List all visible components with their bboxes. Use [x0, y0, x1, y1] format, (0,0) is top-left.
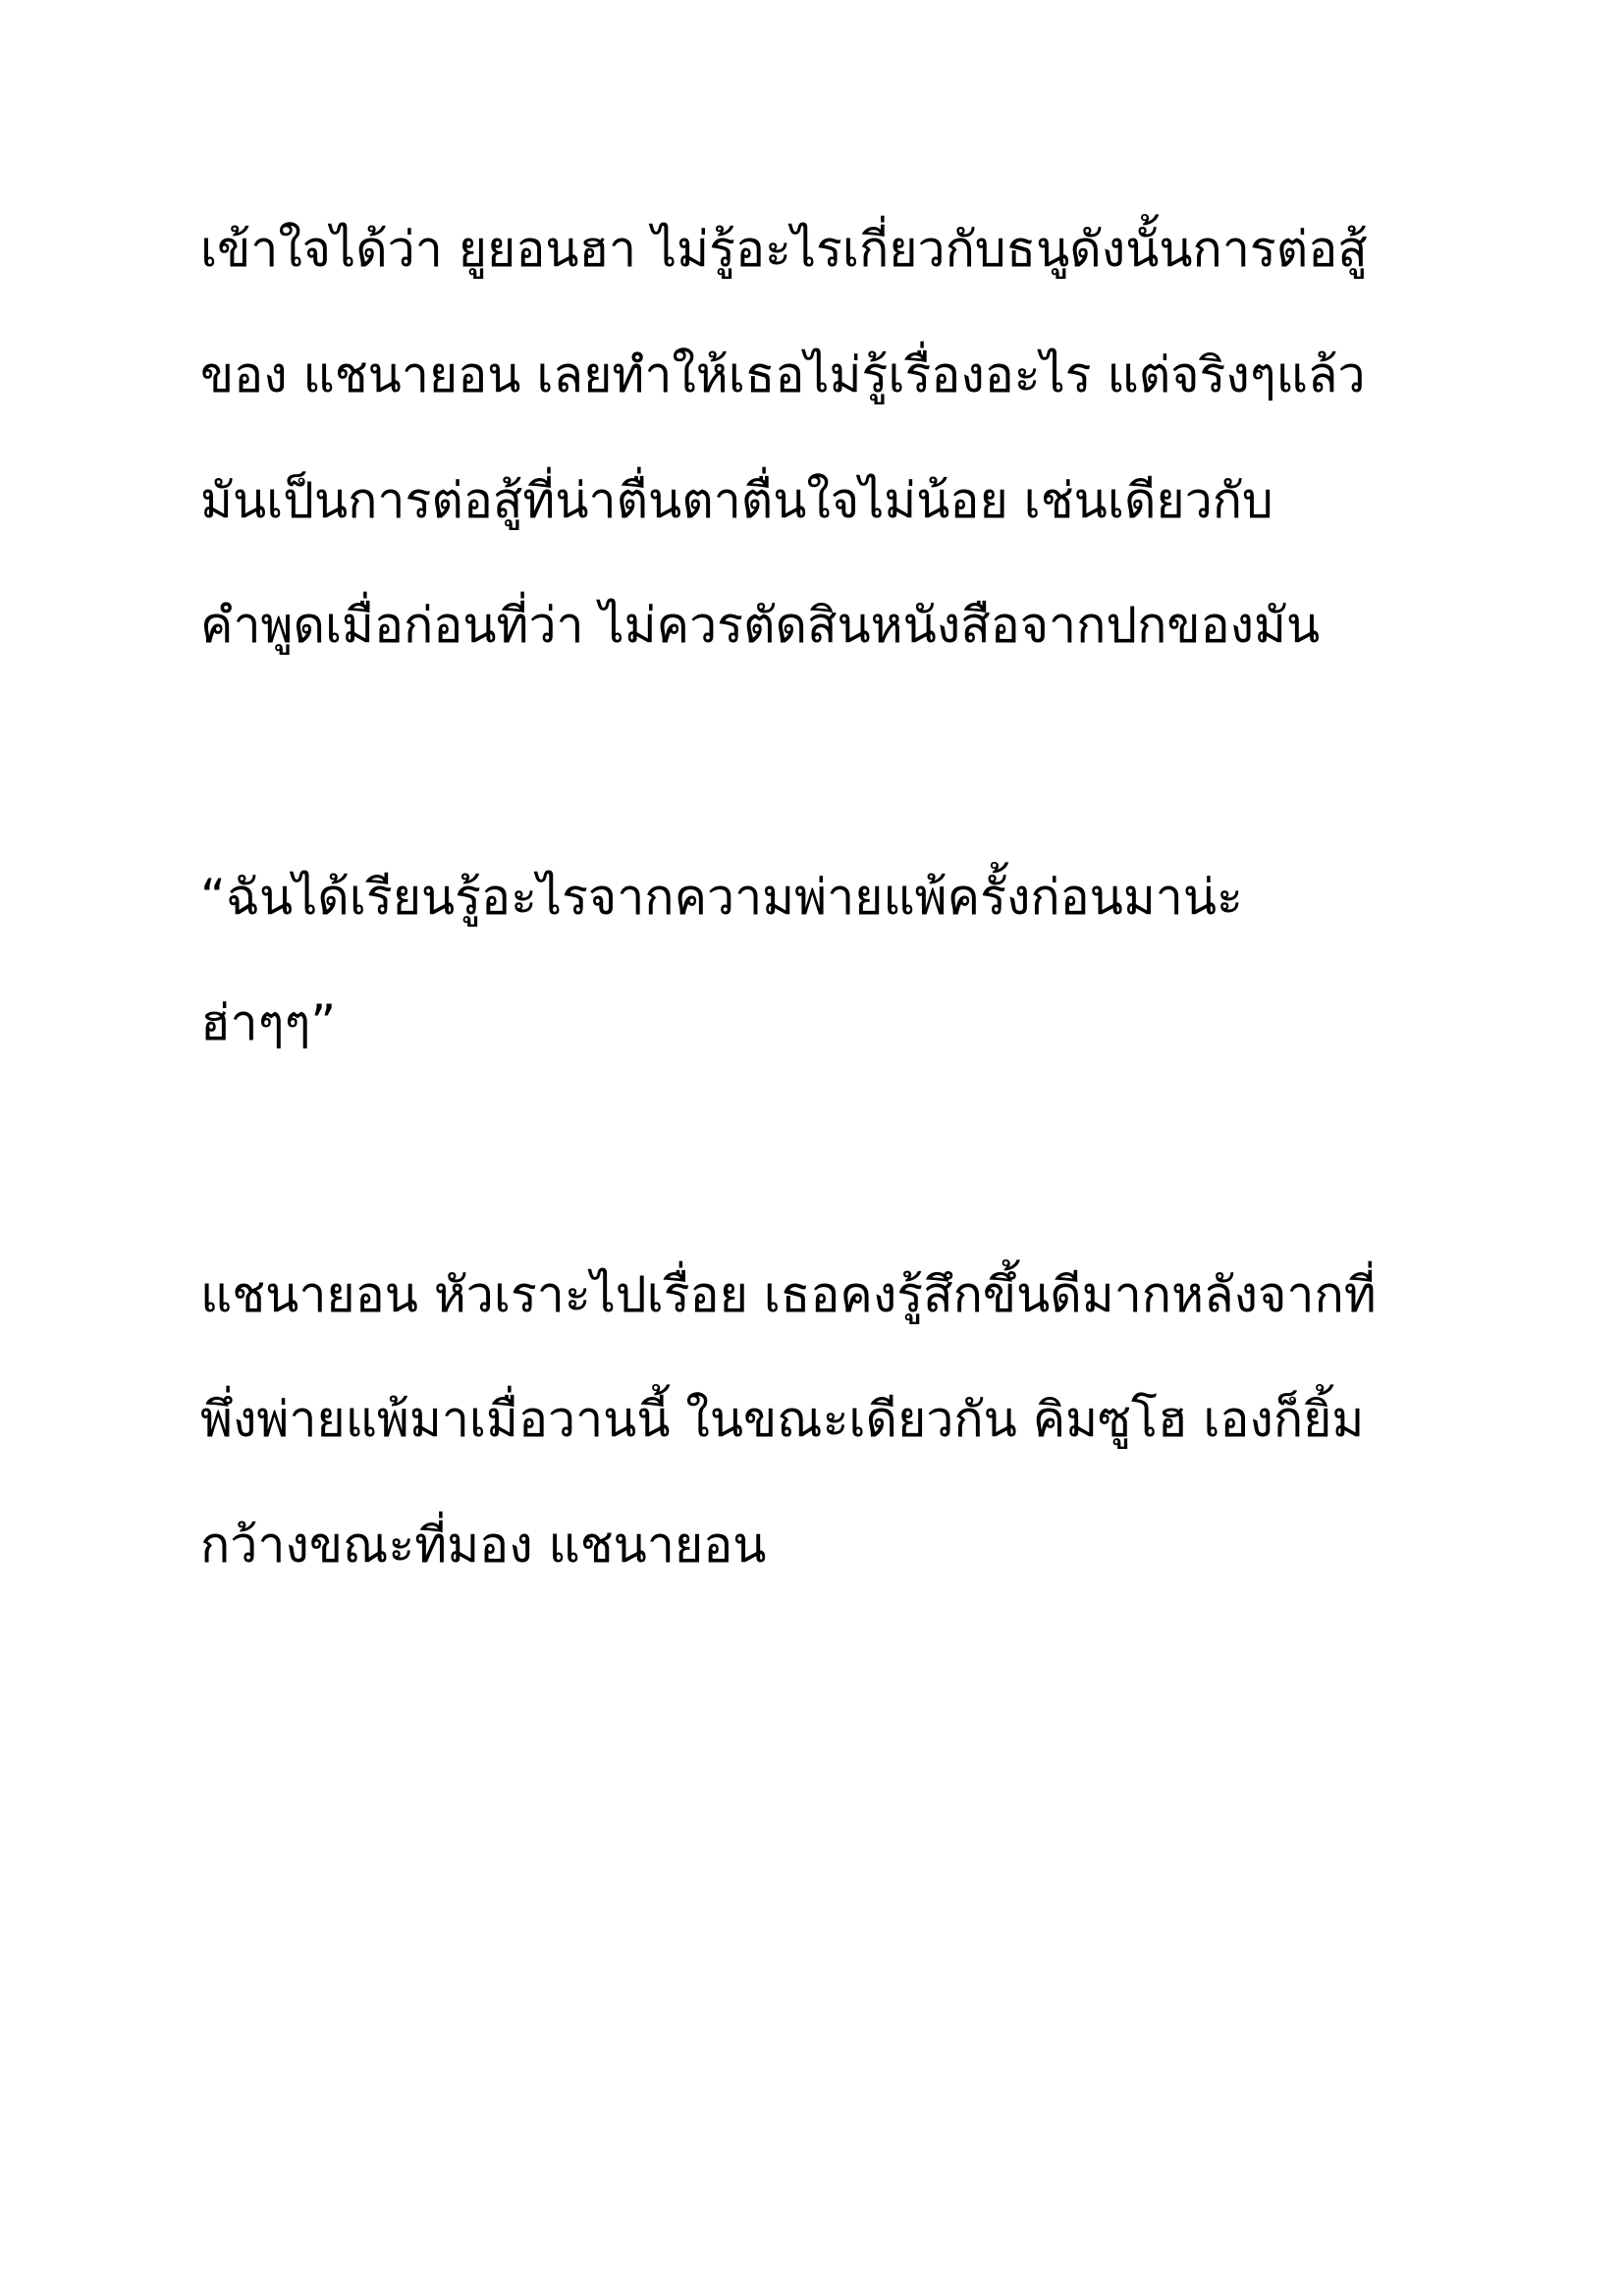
- paragraph-3-line-2: พึ่งพ่ายแพ้มาเมื่อวานนี้ ในขณะเดียวกัน คิมซูโฮ เองก็ยิ้ม: [200, 1391, 1365, 1448]
- paragraph-1-line-1: เข้าใจได้ว่า ยูยอนฮา ไม่รู้อะไรเกี่ยวกับธนูดังนั้นการต่อสู้: [200, 221, 1368, 278]
- paragraph-1-line-2: ของ แชนายอน เลยทำให้เธอไม่รู้เรื่องอะไร แต่จริงๆแล้ว: [200, 347, 1366, 403]
- paragraph-2-line-2: ฮ่าๆๆ”: [200, 994, 337, 1051]
- paragraph-2-line-1: “ฉันได้เรียนรู้อะไรจากความพ่ายแพ้ครั้งก่อนมาน่ะ: [200, 869, 1243, 926]
- paragraph-1-line-4: คำพูดเมื่อก่อนที่ว่า ไม่ควรตัดสินหนังสือจากปกของมัน: [200, 597, 1321, 654]
- paragraph-3-line-3: กว้างขณะที่มอง แชนายอน: [200, 1517, 767, 1574]
- paragraph-1-line-3: มันเป็นการต่อสู้ที่น่าตื่นตาตื่นใจไม่น้อย เช่นเดียวกับ: [200, 472, 1273, 529]
- paragraph-3-line-1: แชนายอน หัวเราะไปเรื่อย เธอคงรู้สึกขึ้นดีมากหลังจากที่: [200, 1266, 1377, 1323]
